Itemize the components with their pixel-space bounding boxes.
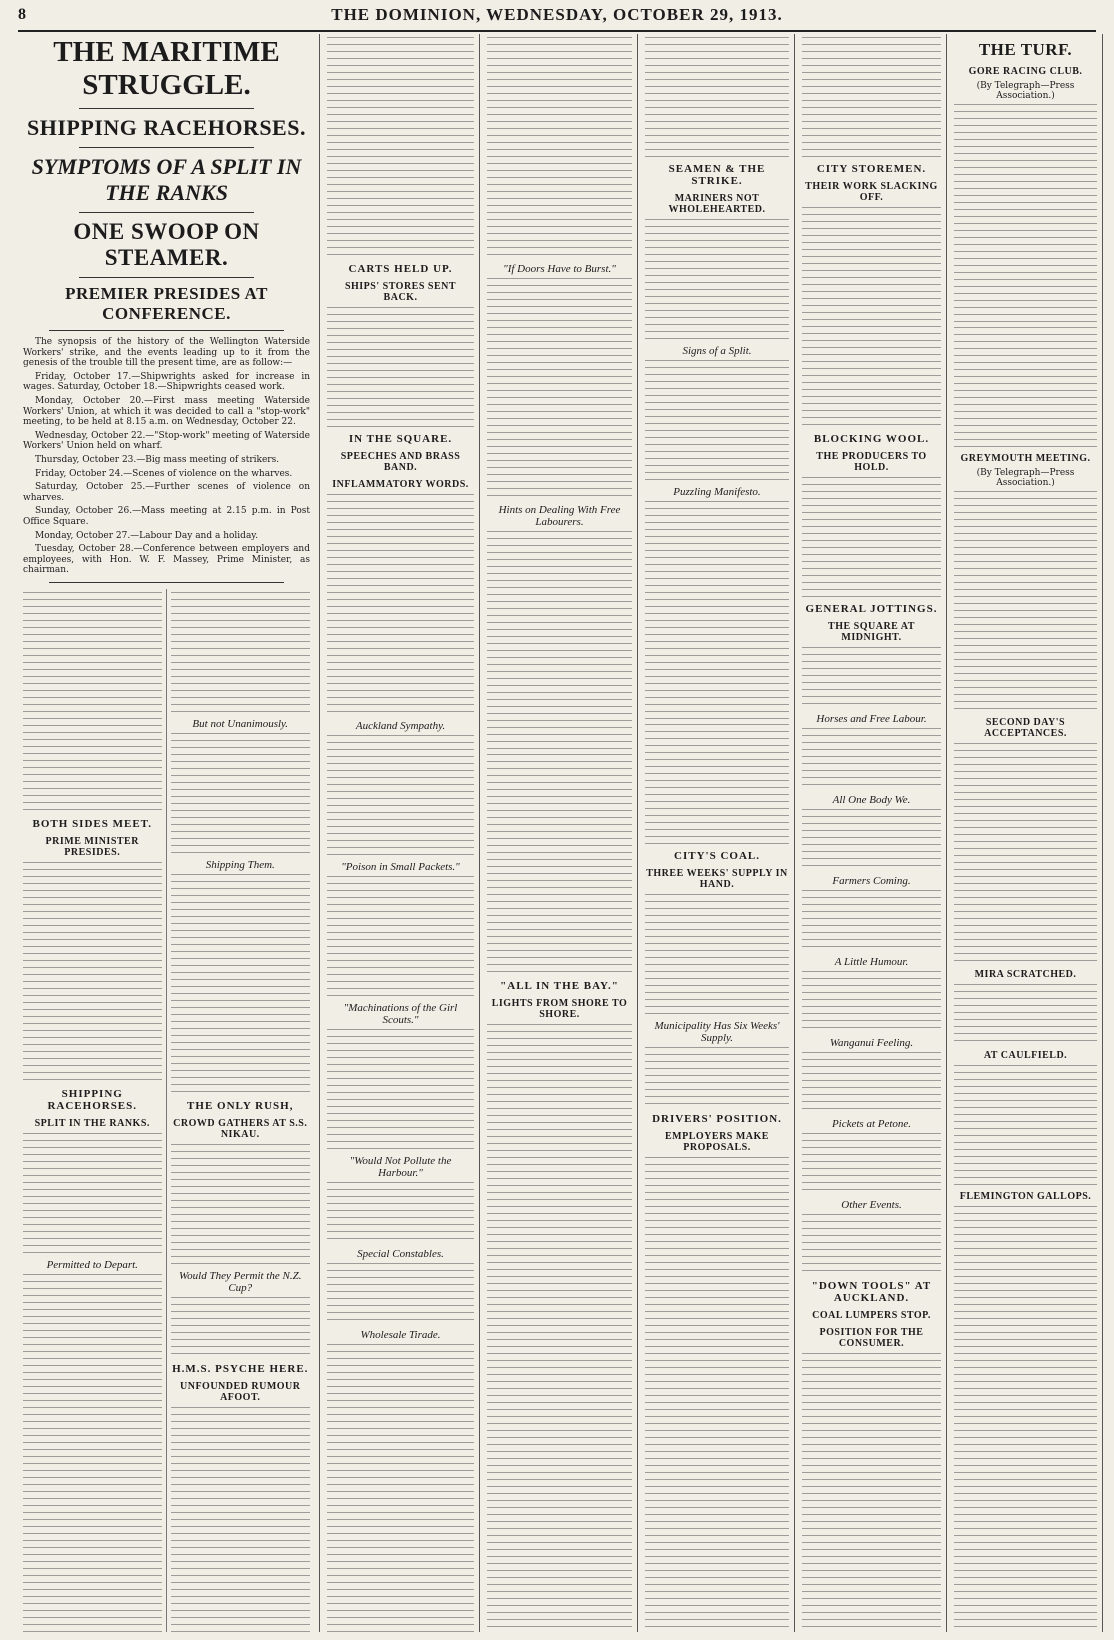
section-heading: MIRA SCRATCHED. [974,969,1077,980]
synopsis-para: The synopsis of the history of the Wellington Waterside Workers' strike, and the events leading up to it from the genesis of the trouble till the present time, are as follow:— [23,337,310,369]
crosshead: "If Doors Have to Burst." [503,263,616,275]
body-text [327,876,474,996]
body-text [327,1182,474,1242]
body-text [645,360,789,480]
crosshead: Other Events. [841,1199,902,1211]
crosshead: "Machinations of the Girl Scouts." [343,1002,458,1026]
divider [79,212,254,213]
body-text [954,1206,1097,1632]
body-text [645,1047,789,1107]
synopsis-para: Monday, October 27.—Labour Day and a holiday. [35,530,259,541]
section-subheading: CROWD GATHERS AT S.S. NIKAU. [173,1117,308,1140]
newspaper-title: THE DOMINION, WEDNESDAY, OCTOBER 29, 1913. [331,5,783,24]
body-text [171,1144,311,1264]
body-text [802,971,941,1031]
section-heading: BLOCKING WOOL. [813,433,930,445]
crosshead: Municipality Has Six Weeks' Supply. [654,1020,780,1044]
section-heading: FLEMINGTON GALLOPS. [959,1191,1092,1202]
crosshead: Horses and Free Labour. [816,713,927,725]
divider [79,147,254,148]
deck-shipping-racehorses: SHIPPING RACEHORSES. [27,115,306,140]
column-5 [640,34,795,1632]
body-text [802,37,941,157]
section-heading: "ALL IN THE BAY." [500,980,619,992]
section-subheading: THREE WEEKS' SUPPLY IN HAND. [646,868,788,890]
section-heading: H.M.S. PSYCHE HERE. [172,1362,309,1375]
crosshead: All One Body We. [832,794,911,806]
body-text [487,37,632,257]
body-text [645,1157,789,1632]
body-text [23,1274,162,1632]
body-text [954,743,1097,963]
section-subheading: PRIME MINISTER PRESIDES. [45,835,139,858]
section-heading: BOTH SIDES MEET. [32,817,152,830]
body-text [327,735,474,855]
body-text [645,501,789,721]
section-heading: GENERAL JOTTINGS. [805,603,938,615]
synopsis-para: Thursday, October 23.—Big mass meeting of strikers. [35,454,280,465]
synopsis-para: Saturday, October 25.—Further scenes of violence on wharves. [23,482,310,503]
crosshead: "Poison in Small Packets." [341,861,460,873]
body-text [23,1133,162,1253]
body-text [954,984,1097,1044]
body-text [23,592,162,812]
section-heading: SECOND DAY'S ACCEPTANCES. [984,717,1067,739]
synopsis-para: Friday, October 24.—Scenes of violence on the wharves. [35,468,293,479]
body-text [487,754,632,974]
crosshead: Wholesale Tirade. [360,1329,441,1341]
section-heading: GREYMOUTH MEETING. [960,453,1091,464]
body-text [802,728,941,788]
crosshead: Permitted to Depart. [46,1258,138,1271]
crosshead: Farmers Coming. [832,875,911,887]
crosshead: A Little Humour. [834,956,909,968]
divider [49,330,284,331]
turf-column [949,34,1103,1632]
section-subheading: SPLIT IN THE RANKS. [34,1117,150,1129]
body-text [802,809,941,869]
page-number: 8 [18,6,26,23]
section-subheading: INFLAMMATORY WORDS. [332,479,469,490]
section-heading: AT CAULFIELD. [983,1050,1068,1061]
body-text [954,327,1097,447]
section-subheading: THE PRODUCERS TO HOLD. [816,451,927,473]
section-subheading: SPEECHES AND BRASS BAND. [340,451,461,473]
crosshead: Auckland Sympathy. [355,720,446,732]
crosshead: Wanganui Feeling. [829,1037,914,1049]
body-text [171,1407,311,1632]
body-text [645,219,789,339]
section-heading: SEAMEN & THE STRIKE. [668,163,766,187]
body-text [954,491,1097,711]
strike-synopsis [23,337,310,576]
lead-story [14,34,320,1632]
divider [79,277,254,278]
section-subheading: THEIR WORK SLACKING OFF. [805,181,938,203]
section-subheading: LIGHTS FROM SHORE TO SHORE. [491,998,628,1020]
section-heading: IN THE SQUARE. [348,433,453,445]
body-text [802,1353,941,1632]
section-heading: CITY'S COAL. [674,850,760,862]
agency-credit: (By Telegraph—Press Association.) [976,468,1075,488]
body-text [645,37,789,157]
section-heading: THE ONLY RUSH, [187,1099,294,1112]
synopsis-para: Tuesday, October 28.—Conference between employers and employees, with Hon. W. F. Massey, Prime Minister, as chairman. [23,544,310,576]
masthead [18,4,1096,32]
column-6 [797,34,947,1632]
crosshead: Signs of a Split. [682,345,752,357]
section-heading: CARTS HELD UP. [348,263,453,275]
body-text [487,278,632,498]
deck-premier-presides: PREMIER PRESIDES AT CONFERENCE. [65,284,268,323]
section-heading: "DOWN TOOLS" AT AUCKLAND. [811,1280,932,1304]
divider [49,582,284,583]
body-text [327,1029,474,1149]
body-text [802,890,941,950]
turf-title: THE TURF. [978,40,1073,59]
body-text [171,733,311,853]
section-subheading: MARINERS NOT WHOLEHEARTED. [668,193,766,215]
crosshead: Shipping Them. [205,858,275,871]
body-text [23,862,162,1082]
crosshead: Pickets at Petone. [831,1118,912,1130]
crosshead: Would They Permit the N.Z. Cup? [179,1269,302,1294]
crosshead: "Would Not Pollute the Harbour." [349,1155,452,1179]
body-text [802,1052,941,1112]
synopsis-para: Monday, October 20.—First mass meeting Waterside Workers' Union, at which it was decided to call a "stop-work" meeting, to be held at 8.15 a.m. on Wednesday, October 22. [23,395,310,428]
section-heading: CITY STOREMEN. [816,163,927,175]
lead-subcolumn-left [19,589,167,1632]
body-text [802,647,941,707]
body-text [487,531,632,751]
body-text [327,494,474,714]
body-text [327,37,474,257]
body-text [645,894,789,1014]
body-text [802,477,941,597]
body-text [645,724,789,844]
section-subheading: POSITION FOR THE CONSUMER. [819,1327,924,1349]
agency-credit: (By Telegraph—Press Association.) [976,81,1075,101]
deck-symptoms-split: SYMPTOMS OF A SPLIT IN THE RANKS [31,154,302,205]
column-3 [322,34,480,1632]
section-heading: SHIPPING RACEHORSES. [47,1087,138,1112]
section-subheading: SHIPS' STORES SENT BACK. [344,281,457,303]
body-text [171,1297,311,1357]
lead-headline: THE MARITIME STRUGGLE. [53,36,280,101]
body-text [802,207,941,427]
body-text [954,104,1097,324]
body-text [171,592,311,712]
deck-one-swoop: ONE SWOOP ON STEAMER. [73,219,260,270]
synopsis-para: Wednesday, October 22.—"Stop-work" meeting of Waterside Workers' Union held on wharf. [23,430,310,452]
synopsis-para: Sunday, October 26.—Mass meeting at 2.15 p.m. in Post Office Square. [23,506,310,527]
crosshead: But not Unanimously. [192,717,289,730]
section-heading: DRIVERS' POSITION. [652,1113,782,1125]
lead-subcolumns [19,589,314,1632]
column-4 [482,34,638,1632]
body-text [487,1024,632,1632]
body-text [802,1214,941,1274]
crosshead: Special Constables. [357,1248,444,1260]
section-subheading: THE SQUARE AT MIDNIGHT. [828,621,915,643]
synopsis-para: Friday, October 17.—Shipwrights asked for increase in wages. Saturday, October 18.—Shipwrights ceased work. [23,371,310,393]
section-subheading: EMPLOYERS MAKE PROPOSALS. [665,1131,769,1153]
body-text [954,1065,1097,1185]
divider [79,108,254,109]
body-text [327,307,474,427]
crosshead: Puzzling Manifesto. [673,486,761,498]
body-text [171,874,311,1094]
crosshead: Hints on Dealing With Free Labourers. [498,504,621,528]
body-text [327,1344,474,1632]
section-subheading: UNFOUNDED RUMOUR AFOOT. [180,1380,301,1403]
body-text [327,1263,474,1323]
lead-subcolumn-right [167,589,315,1632]
section-heading: GORE RACING CLUB. [968,66,1083,77]
section-subheading: COAL LUMPERS STOP. [812,1310,931,1321]
body-text [802,1133,941,1193]
